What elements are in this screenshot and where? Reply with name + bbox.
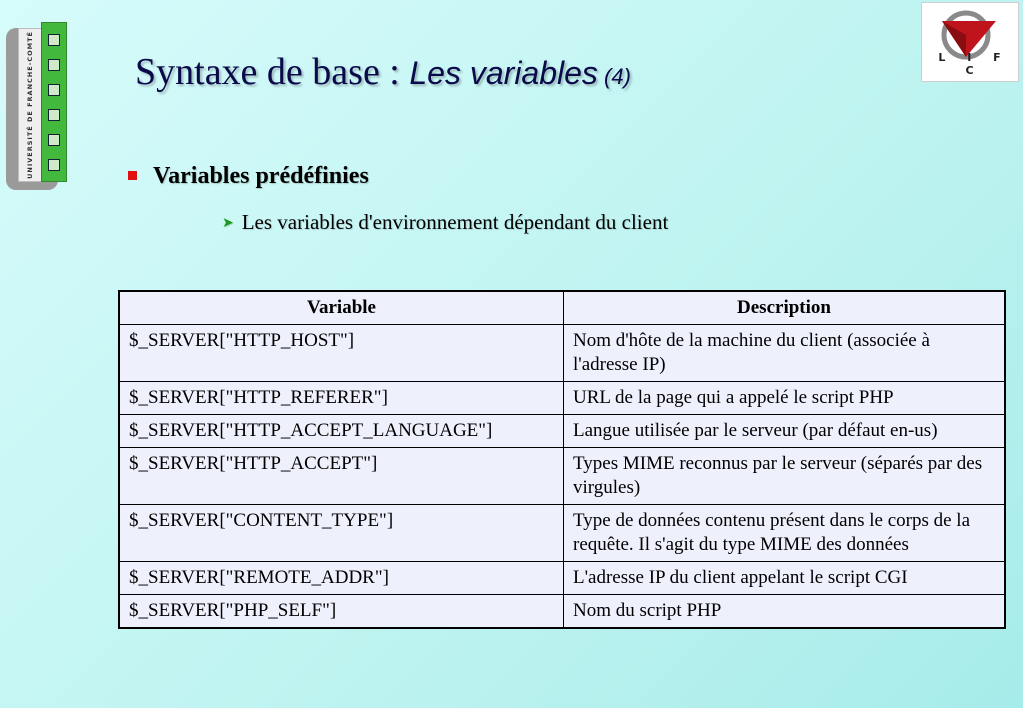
title-suffix: (4) <box>597 64 631 89</box>
title-italic: Les variables <box>409 55 598 91</box>
table-header-row <box>119 291 1005 325</box>
university-logo-icons <box>41 22 67 182</box>
variable-cell: $_SERVER["HTTP_ACCEPT_LANGUAGE"] <box>119 415 564 448</box>
table-row <box>119 382 1005 415</box>
description-cell: Nom du script PHP <box>564 595 1006 629</box>
table-row <box>119 562 1005 595</box>
bullet-level2-text: Les variables d'environnement dépendant du client <box>241 210 669 234</box>
column-header-variable: Variable <box>119 291 564 325</box>
table-row <box>119 595 1005 629</box>
column-header-description: Description <box>564 291 1006 325</box>
table-row <box>119 505 1005 562</box>
table-row <box>119 325 1005 382</box>
variable-cell: $_SERVER["CONTENT_TYPE"] <box>119 505 564 562</box>
variable-cell: $_SERVER["HTTP_ACCEPT"] <box>119 448 564 505</box>
emblem-icon <box>48 84 60 96</box>
variable-cell: $_SERVER["HTTP_REFERER"] <box>119 382 564 415</box>
arrow-bullet-icon: ➤ <box>222 216 234 231</box>
bullet-level1 <box>128 163 369 190</box>
description-cell: URL de la page qui a appelé le script PHP <box>564 382 1006 415</box>
emblem-icon <box>48 34 60 46</box>
table-row <box>119 448 1005 505</box>
variable-cell: $_SERVER["PHP_SELF"] <box>119 595 564 629</box>
table-row <box>119 415 1005 448</box>
emblem-icon <box>48 109 60 121</box>
emblem-icon <box>48 159 60 171</box>
description-cell: Types MIME reconnus par le serveur (séparés par des virgules) <box>564 448 1006 505</box>
description-cell: L'adresse IP du client appelant le script CGI <box>564 562 1006 595</box>
lifc-label: L I F C <box>938 51 1010 77</box>
emblem-icon <box>48 59 60 71</box>
bullet-level1-text: Variables prédéfinies <box>153 163 369 189</box>
university-logo-text-strip <box>18 28 42 182</box>
university-name: UNIVERSITÉ DE FRANCHE-COMTÉ <box>26 31 34 179</box>
lifc-logo <box>921 2 1019 82</box>
slide-title <box>135 50 631 94</box>
title-main: Syntaxe de base : <box>135 51 410 93</box>
variables-table <box>118 290 1006 629</box>
description-cell: Type de données contenu présent dans le corps de la requête. Il s'agit du type MIME des données <box>564 505 1006 562</box>
emblem-icon <box>48 134 60 146</box>
university-logo <box>6 22 64 192</box>
description-cell: Nom d'hôte de la machine du client (associée à l'adresse IP) <box>564 325 1006 382</box>
description-cell: Langue utilisée par le serveur (par défaut en-us) <box>564 415 1006 448</box>
bullet-level2 <box>222 210 668 235</box>
square-bullet-icon <box>128 171 137 180</box>
variable-cell: $_SERVER["REMOTE_ADDR"] <box>119 562 564 595</box>
variable-cell: $_SERVER["HTTP_HOST"] <box>119 325 564 382</box>
